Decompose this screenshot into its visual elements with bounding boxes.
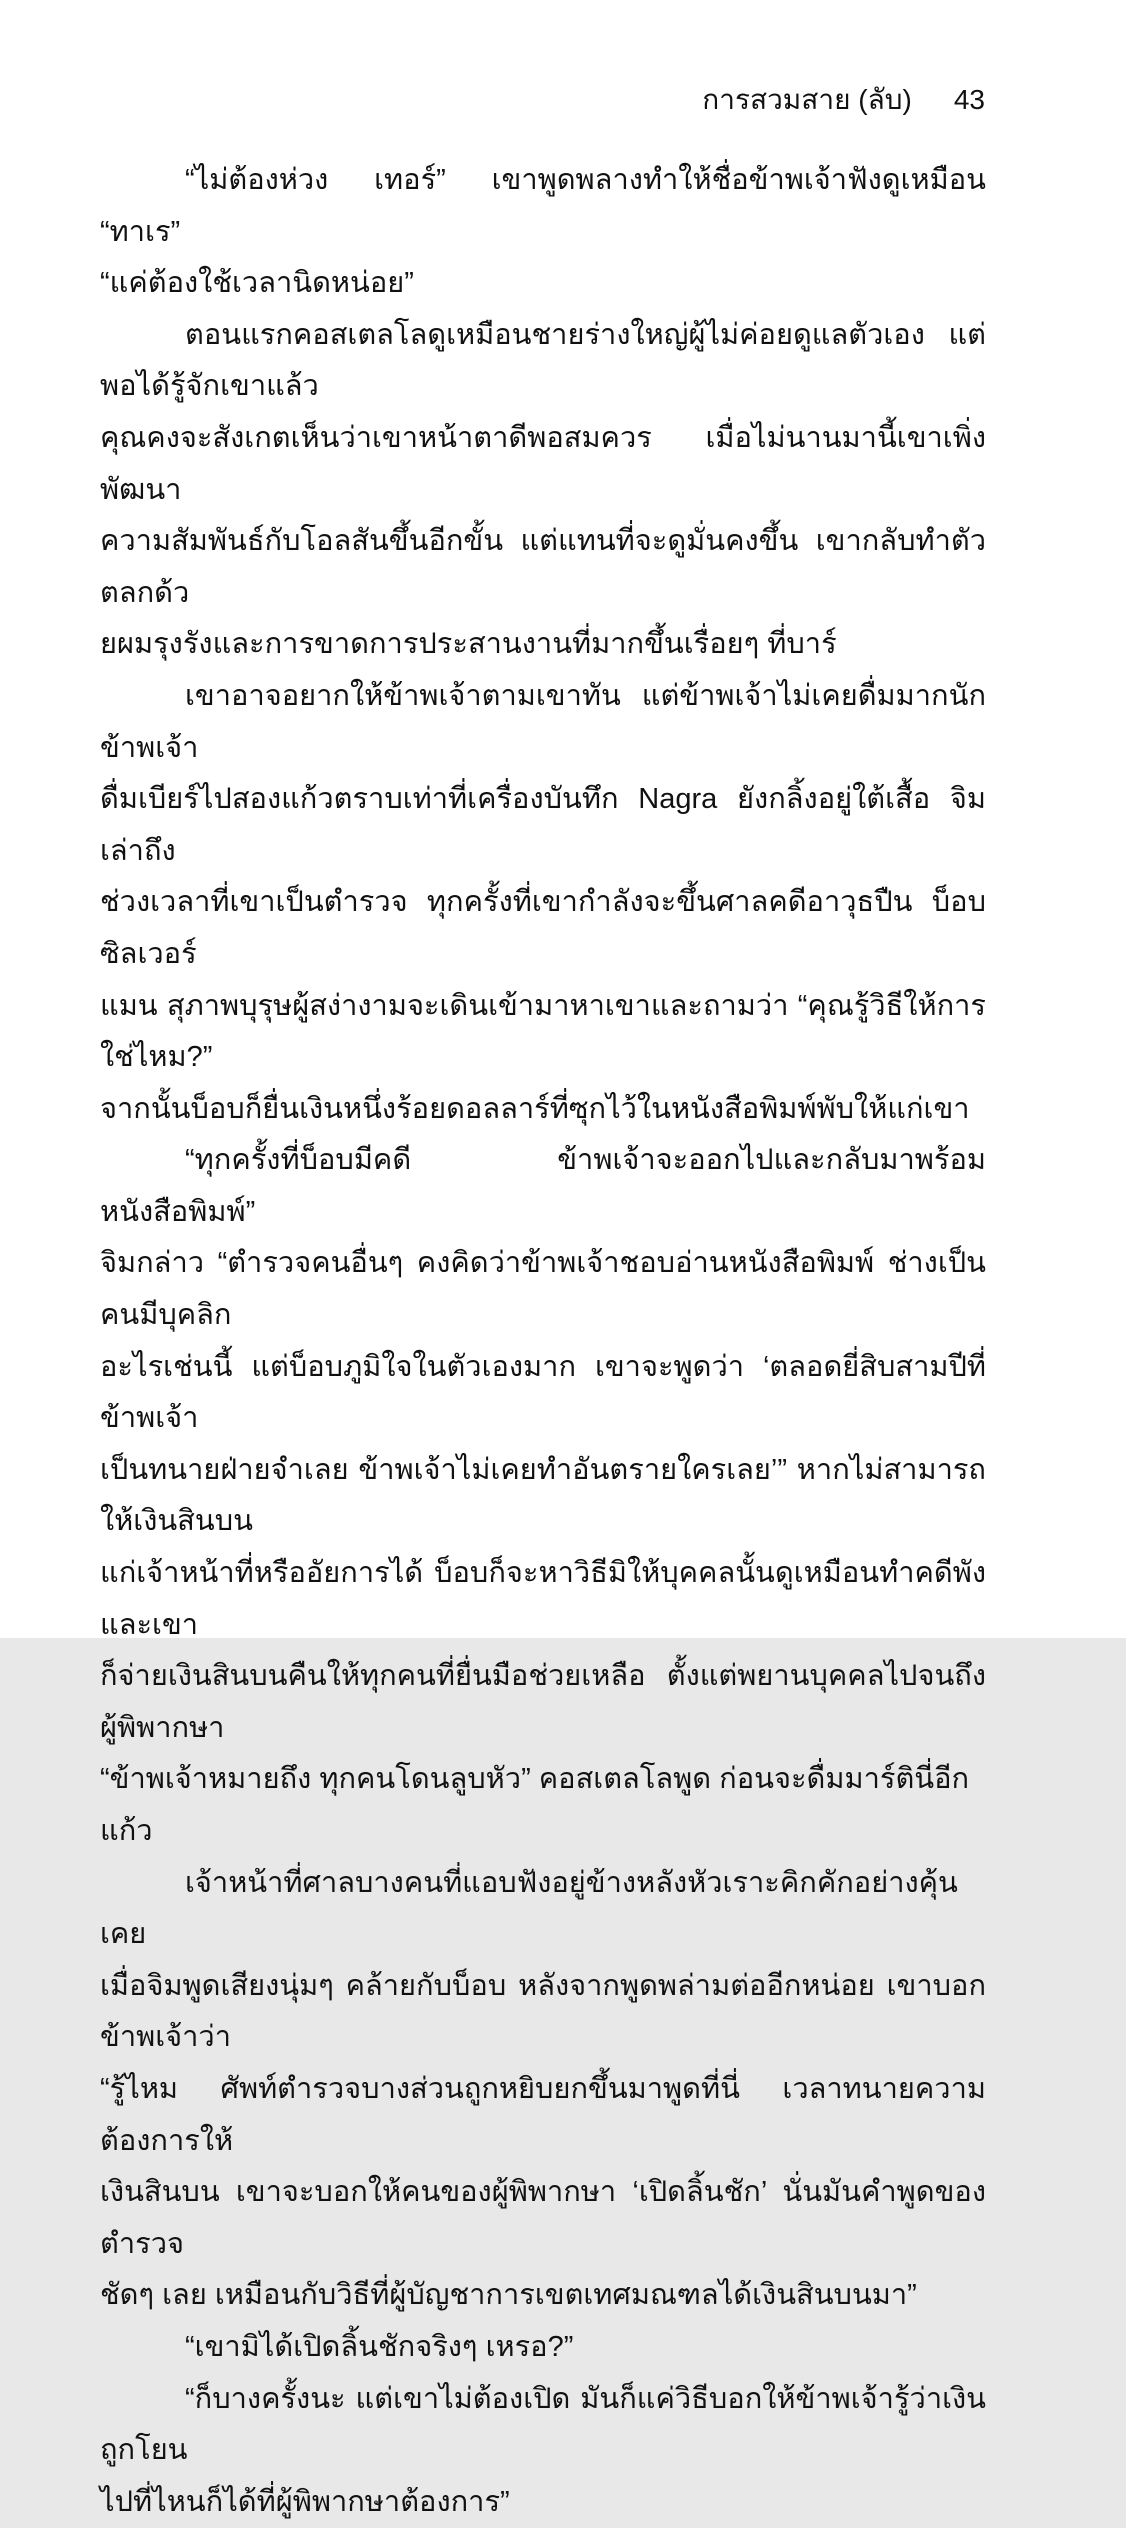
text-line: ช่วงเวลาที่เขาเป็นตำรวจ ทุกครั้งที่เขากำลังจะขึ้นศาลคดีอาวุธปืน บ็อบ ซิลเวอร์ xyxy=(100,886,986,970)
page-number: 43 xyxy=(953,84,985,115)
text-line: “ก็บางครั้งนะ แต่เขาไม่ต้องเปิด มันก็แค่วิธีบอกให้ข้าพเจ้ารู้ว่าเงินถูกโยน xyxy=(100,2382,986,2467)
text-line: อะไรเช่นนี้ แต่บ็อบภูมิใจในตัวเองมาก เขาจะพูดว่า ‘ตลอดยี่สิบสามปีที่ข้าพเจ้า xyxy=(100,1350,986,1435)
text-line: เขาอาจอยากให้ข้าพเจ้าตามเขาทัน แต่ข้าพเจ้าไม่เคยดื่มมากนัก ข้าพเจ้า xyxy=(100,679,986,764)
text-line: ความสัมพันธ์กับโอลสันขึ้นอีกขั้น แต่แทนที่จะดูมั่นคงขึ้น เขากลับทำตัวตลกด้ว xyxy=(100,525,986,609)
text-line: “รู้ไหม ศัพท์ตำรวจบางส่วนถูกหยิบยกขึ้นมาพูดที่นี่ เวลาทนายความต้องการให้ xyxy=(100,2072,986,2157)
text-line: “แค่ต้องใช้เวลานิดหน่อย” xyxy=(100,267,414,300)
text-line: เงินสินบน เขาจะบอกให้คนของผู้พิพากษา ‘เปิดลิ้นชัก’ นั่นมันคำพูดของตำรวจ xyxy=(100,2176,986,2260)
body-text xyxy=(100,155,986,2528)
text-line: จากนั้นบ็อบก็ยื่นเงินหนึ่งร้อยดอลลาร์ที่ซุกไว้ในหนังสือพิมพ์พับให้แก่เขา xyxy=(100,1092,970,1125)
text-line: เป็นทนายฝ่ายจำเลย ข้าพเจ้าไม่เคยทำอันตรายใครเลย’” หากไม่สามารถให้เงินสินบน xyxy=(100,1453,986,1538)
text-line: จิมกล่าว “ตำรวจคนอื่นๆ คงคิดว่าข้าพเจ้าชอบอ่านหนังสือพิมพ์ ช่างเป็นคนมีบุคลิก xyxy=(100,1247,986,1332)
text-line: ตอนแรกคอสเตลโลดูเหมือนชายร่างใหญ่ผู้ไม่ค่อยดูแลตัวเอง แต่พอได้รู้จักเขาแล้ว xyxy=(100,318,986,403)
text-line: “ข้าพเจ้าหมายถึง ทุกคนโดนลูบหัว” คอสเตลโลพูด ก่อนจะดื่มมาร์ตินี่อีกแก้ว xyxy=(100,1763,970,1847)
text-line: แมน สุภาพบุรุษผู้สง่างามจะเดินเข้ามาหาเขาและถามว่า “คุณรู้วิธีให้การใช่ไหม?” xyxy=(100,989,986,1074)
text-line: “ทุกครั้งที่บ็อบมีคดี ข้าพเจ้าจะออกไปและกลับมาพร้อมหนังสือพิมพ์” xyxy=(100,1144,986,1228)
text-line: เมื่อจิมพูดเสียงนุ่มๆ คล้ายกับบ็อบ หลังจากพูดพล่ามต่ออีกหน่อย เขาบอกข้าพเจ้าว่า xyxy=(100,1969,986,2054)
text-line: ดื่มเบียร์ไปสองแก้วตราบเท่าที่เครื่องบันทึก Nagra ยังกลิ้งอยู่ใต้เสื้อ จิมเล่าถึง xyxy=(100,783,986,867)
text-line: คุณคงจะสังเกตเห็นว่าเขาหน้าตาดีพอสมควร เมื่อไม่นานมานี้เขาเพิ่งพัฒนา xyxy=(100,421,986,506)
text-line: แก่เจ้าหน้าที่หรืออัยการได้ บ็อบก็จะหาวิธีมิให้บุคคลนั้นดูเหมือนทำคดีพัง และเขา xyxy=(100,1557,986,1641)
running-title: การสวมสาย (ลับ) xyxy=(702,84,912,115)
text-line: ไปที่ไหนก็ได้ที่ผู้พิพากษาต้องการ” xyxy=(100,2485,510,2518)
text-line: ยผมรุงรังและการขาดการประสานงานที่มากขึ้นเรื่อยๆ ที่บาร์ xyxy=(100,628,837,661)
text-line: “ไม่ต้องห่วง เทอร์” เขาพูดพลางทำให้ชื่อข้าพเจ้าฟังดูเหมือน “ทาเร” xyxy=(100,164,986,248)
text-line: “เขามิได้เปิดลิ้นชักจริงๆ เหรอ?” xyxy=(185,2330,574,2363)
text-line: ชัดๆ เลย เหมือนกับวิธีที่ผู้บัญชาการเขตเทศมณฑลได้เงินสินบนมา” xyxy=(100,2279,917,2312)
text-line: ก็จ่ายเงินสินบนคืนให้ทุกคนที่ยื่นมือช่วยเหลือ ตั้งแต่พยานบุคคลไปจนถึงผู้พิพากษา xyxy=(100,1660,986,1744)
text-line: เจ้าหน้าที่ศาลบางคนที่แอบฟังอยู่ข้างหลังหัวเราะคิกคักอย่างคุ้นเคย xyxy=(100,1866,958,1951)
page-header xyxy=(702,82,985,118)
